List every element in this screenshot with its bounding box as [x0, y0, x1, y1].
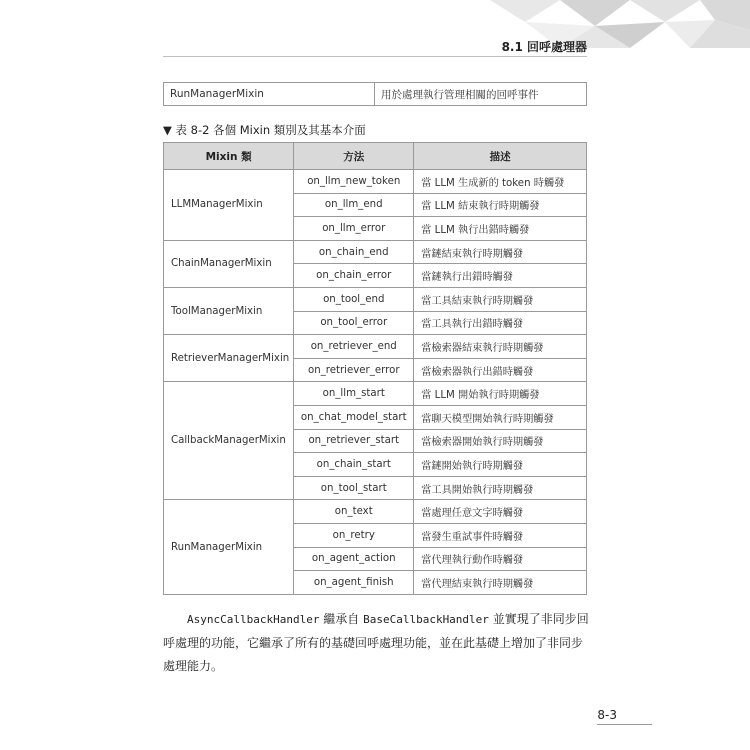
table-row: [164, 500, 587, 524]
method-cell: on_chain_error: [294, 264, 414, 288]
mixin-class-cell: RunManagerMixin: [164, 500, 294, 594]
method-cell: on_tool_start: [294, 476, 414, 500]
description-cell: 當代理執行動作時觸發: [414, 547, 587, 571]
method-cell: on_tool_error: [294, 311, 414, 335]
mixin-class-cell: CallbackManagerMixin: [164, 382, 294, 500]
method-cell: on_agent_finish: [294, 571, 414, 595]
table-body: [164, 170, 587, 595]
method-cell: on_llm_error: [294, 217, 414, 241]
method-cell: on_retriever_error: [294, 358, 414, 382]
description-cell: 當鏈結束執行時期觸發: [414, 240, 587, 264]
method-cell: on_llm_end: [294, 193, 414, 217]
table-row: [164, 240, 587, 264]
method-cell: on_text: [294, 500, 414, 524]
continuation-table: [163, 82, 587, 106]
footer-divider: [597, 724, 652, 725]
column-header-method: 方法: [294, 143, 414, 170]
code-base-callback-handler: BaseCallbackHandler: [363, 613, 489, 626]
mixin-class-cell: ChainManagerMixin: [164, 240, 294, 287]
description-cell: 當工具執行出錯時觸發: [414, 311, 587, 335]
mixin-table: [163, 142, 587, 595]
method-cell: on_chat_model_start: [294, 405, 414, 429]
description-cell: 當處理任意文字時觸發: [414, 500, 587, 524]
description-cell: 用於處理執行管理相關的回呼事件: [375, 83, 587, 106]
code-async-callback-handler: AsyncCallbackHandler: [187, 613, 320, 626]
page-number: 8-3: [597, 708, 617, 722]
method-cell: on_retry: [294, 523, 414, 547]
method-cell: on_chain_end: [294, 240, 414, 264]
description-cell: 當 LLM 開始執行時期觸發: [414, 382, 587, 406]
class-cell: RunManagerMixin: [164, 83, 375, 106]
description-cell: 當檢索器執行出錯時觸發: [414, 358, 587, 382]
description-cell: 當發生重試事件時觸發: [414, 523, 587, 547]
method-cell: on_agent_action: [294, 547, 414, 571]
description-cell: 當檢索器開始執行時期觸發: [414, 429, 587, 453]
table-caption: ▼ 表 8-2 各個 Mixin 類別及其基本介面: [163, 123, 366, 137]
table-row: [164, 335, 587, 359]
method-cell: on_retriever_start: [294, 429, 414, 453]
body-paragraph: [163, 608, 591, 679]
description-cell: 當工具結束執行時期觸發: [414, 287, 587, 311]
description-cell: 當 LLM 生成新的 token 時觸發: [414, 170, 587, 194]
method-cell: on_llm_start: [294, 382, 414, 406]
table-row: [164, 382, 587, 406]
description-cell: 當檢索器結束執行時期觸發: [414, 335, 587, 359]
description-cell: 當工具開始執行時期觸發: [414, 476, 587, 500]
method-cell: on_tool_end: [294, 287, 414, 311]
table-row: [164, 287, 587, 311]
paragraph-text: 繼承自: [319, 612, 364, 626]
description-cell: 當 LLM 結束執行時期觸發: [414, 193, 587, 217]
method-cell: on_llm_new_token: [294, 170, 414, 194]
header-divider: [163, 56, 587, 57]
description-cell: 當鏈執行出錯時觸發: [414, 264, 587, 288]
paragraph-text: 並實現了非同步回呼處理的功能，它繼承了所有的基礎回呼處理功能，並在此基礎上增加了非同步處理能力。: [163, 612, 589, 673]
table-row: [164, 83, 587, 106]
column-header-description: 描述: [414, 143, 587, 170]
description-cell: 當代理結束執行時期觸發: [414, 571, 587, 595]
mixin-class-cell: RetrieverManagerMixin: [164, 335, 294, 382]
description-cell: 當 LLM 執行出錯時觸發: [414, 217, 587, 241]
mixin-class-cell: LLMManagerMixin: [164, 170, 294, 241]
description-cell: 當鏈開始執行時期觸發: [414, 453, 587, 477]
mixin-class-cell: ToolManagerMixin: [164, 287, 294, 334]
running-header-title: 8.1 回呼處理器: [501, 40, 587, 54]
method-cell: on_retriever_end: [294, 335, 414, 359]
table-row: [164, 170, 587, 194]
method-cell: on_chain_start: [294, 453, 414, 477]
description-cell: 當聊天模型開始執行時期觸發: [414, 405, 587, 429]
table-header-row: [164, 143, 587, 170]
column-header-mixin: Mixin 類: [164, 143, 294, 170]
